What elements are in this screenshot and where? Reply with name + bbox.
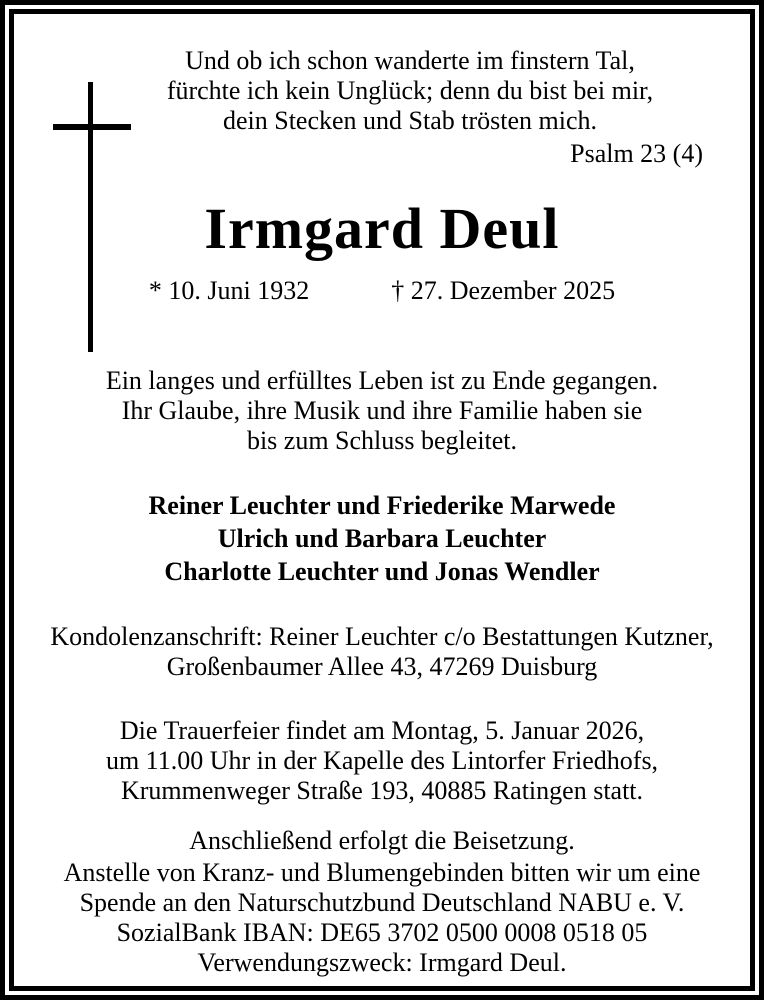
mourner-line: Charlotte Leuchter und Jonas Wendler [164,557,600,586]
donation-line: Anstelle von Kranz- und Blumengebinden bitten wir um eine [63,858,701,887]
mourners-names [14,489,750,588]
psalm-line: Und ob ich schon wanderte im finstern Tal, [185,46,635,75]
condolence-line: Großenbaumer Allee 43, 47269 Duisburg [166,652,598,681]
donation-info [14,858,750,978]
death-date: † 27. Dezember 2025 [391,276,616,305]
mourner-line: Reiner Leuchter und Friederike Marwede [148,491,616,520]
deceased-name: Irmgard Deul [204,196,560,261]
psalm-quote [70,46,750,136]
psalm-reference: Psalm 23 (4) [570,139,703,168]
life-dates [14,276,750,306]
mourner-line: Ulrich und Barbara Leuchter [217,524,547,553]
eulogy-line: Ihr Glaube, ihre Musik und ihre Familie haben sie [121,396,643,425]
birth-date: * 10. Juni 1932 [148,276,310,305]
condolence-address [14,622,750,682]
service-line: Krummenweger Straße 193, 40885 Ratingen statt. [120,776,644,805]
donation-line: Spende an den Naturschutzbund Deutschland NABU e. V. [79,888,685,917]
eulogy-line: bis zum Schluss begleitet. [246,426,518,455]
burial-info: Anschließend erfolgt die Beisetzung. [189,826,575,855]
service-line: Die Trauerfeier findet am Montag, 5. Januar 2026, [119,716,645,745]
eulogy-text [14,366,750,456]
condolence-line: Kondolenzanschrift: Reiner Leuchter c/o Bestattungen Kutzner, [50,622,714,651]
donation-line: Verwendungszweck: Irmgard Deul. [197,948,567,977]
eulogy-line: Ein langes und erfülltes Leben ist zu Ende gegangen. [105,366,659,395]
service-line: um 11.00 Uhr in der Kapelle des Lintorfer Friedhofs, [105,746,659,775]
psalm-line: dein Stecken und Stab trösten mich. [222,106,598,135]
funeral-service-info [14,716,750,806]
page-border [9,9,755,991]
donation-line: SozialBank IBAN: DE65 3702 0500 0008 0518 05 [116,918,648,947]
psalm-line: fürchte ich kein Unglück; denn du bist bei mir, [166,76,654,105]
